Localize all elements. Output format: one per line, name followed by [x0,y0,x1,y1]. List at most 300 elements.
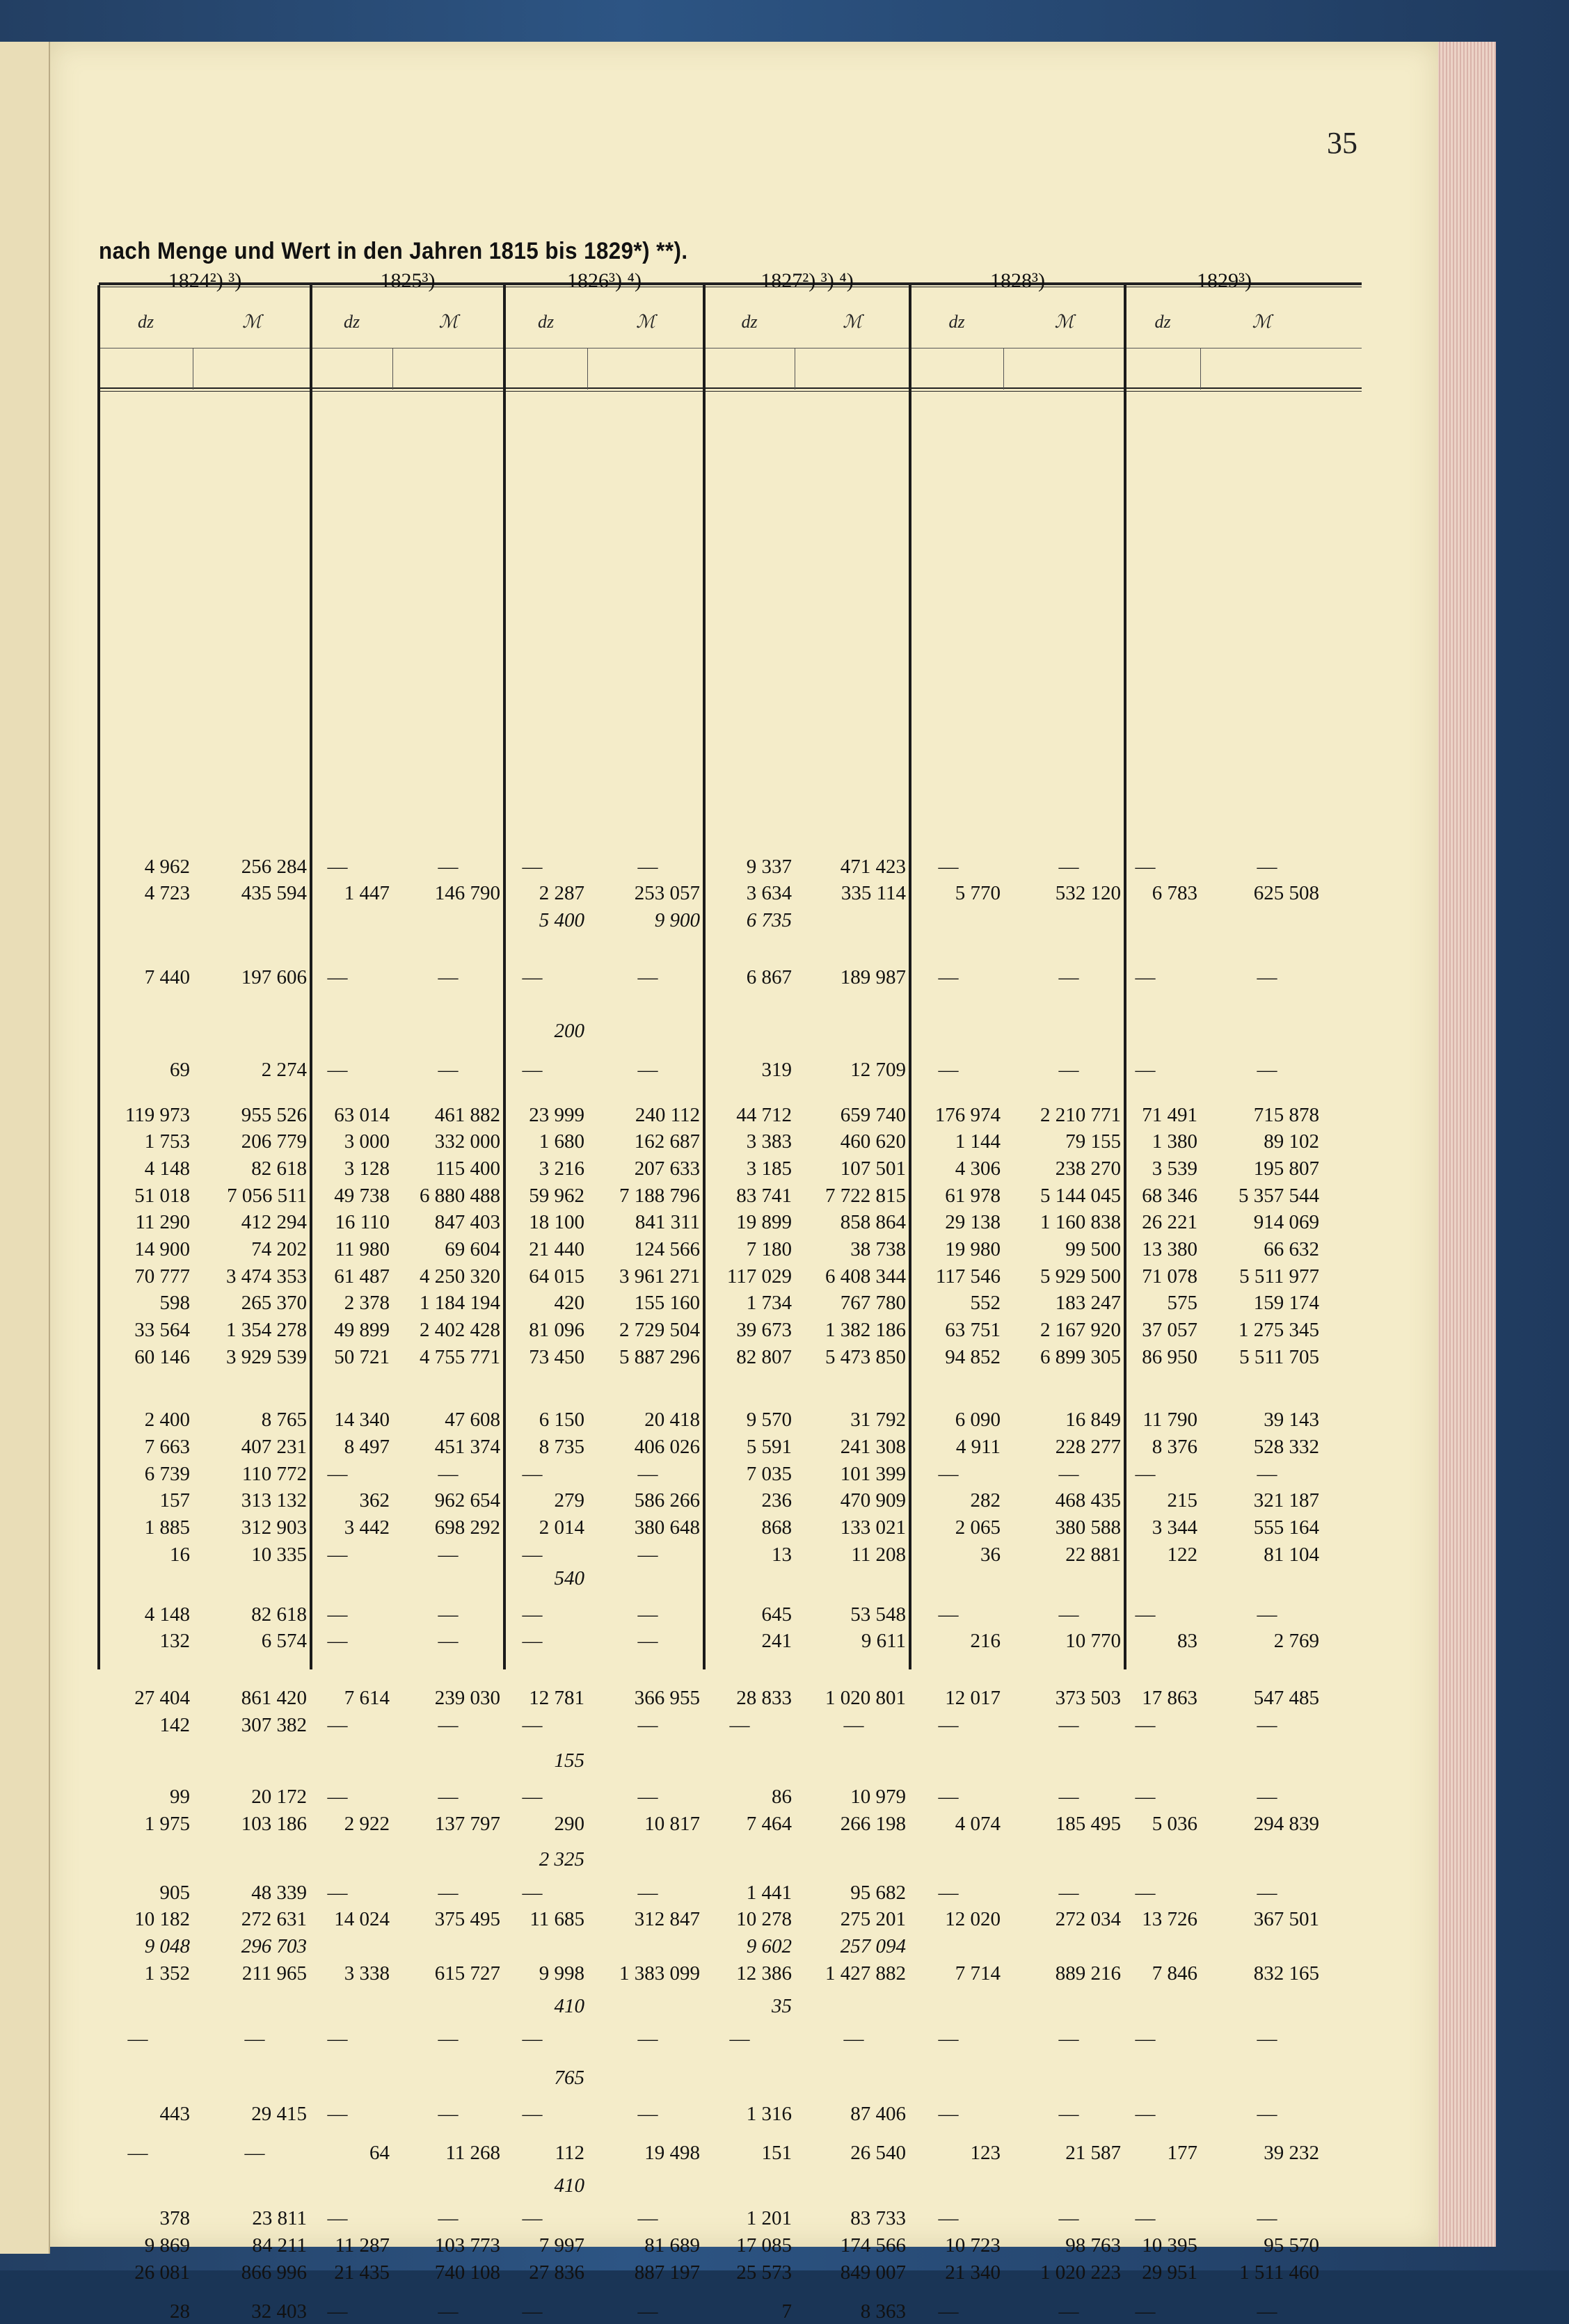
table-cell: 19 899 [736,1211,792,1234]
table-cell: — [438,1785,459,1808]
table-cell: 532 120 [1055,882,1121,905]
table-cell: — [729,2028,750,2051]
table-cell: 547 485 [1253,1687,1319,1709]
table-cell: 215 [1167,1489,1197,1512]
table-cell: 37 057 [1142,1319,1197,1342]
table-cell: 132 [159,1630,190,1653]
table-cell: 39 232 [1264,2141,1319,2164]
table-cell: 63 751 [945,1319,1001,1342]
table-cell: 272 034 [1055,1908,1121,1931]
table-cell: 23 811 [252,2207,307,2230]
table-cell: 28 [170,2300,190,2323]
table-row [50,1409,1438,1432]
table-cell: 11 790 [1142,1409,1197,1432]
table-cell: — [1257,2207,1277,2230]
table-cell: — [1257,1881,1277,1904]
table-cell: — [1135,2102,1156,2125]
table-row [50,1157,1438,1181]
table-cell: 123 [970,2141,1001,2164]
table-cell: 98 763 [1065,2234,1121,2257]
table-cell: 5 929 500 [1040,1265,1121,1288]
table-cell: 715 878 [1253,1103,1319,1126]
table-cell: — [1257,965,1277,988]
table-cell: 38 738 [850,1238,906,1260]
table-cell: 28 833 [736,1687,792,1709]
table-row [50,1516,1438,1540]
table-cell: 420 [554,1292,584,1315]
table-cell: — [327,2300,348,2323]
table-cell: 6 867 [746,965,792,988]
table-cell: — [637,1603,658,1626]
table-cell: 2 378 [344,1292,390,1315]
table-cell: 157 [159,1489,190,1512]
table-cell: 575 [1167,1292,1197,1315]
table-cell: 11 268 [445,2141,500,2164]
table-cell: 410 [554,2174,584,2197]
table-cell: 14 024 [334,1908,390,1931]
table-cell: — [637,1630,658,1653]
table-cell: 117 029 [726,1265,792,1288]
table-row [50,1813,1438,1836]
table-cell: — [843,2028,864,2051]
table-cell: 8 363 [860,2300,906,2323]
table-cell: 253 057 [634,882,700,905]
table-cell: 21 587 [1065,2141,1121,2164]
table-cell: 19 498 [644,2141,700,2164]
table-cell: 47 608 [445,1409,500,1432]
table-cell: 6 574 [261,1630,307,1653]
table-cell: — [637,1462,658,1485]
table-cell: — [522,2207,543,2230]
table-cell: 279 [554,1489,584,1512]
table-cell: 162 687 [634,1130,700,1153]
table-cell: 5 511 977 [1239,1265,1319,1288]
table-cell: 133 021 [840,1516,906,1539]
table-cell: 866 996 [241,2261,307,2284]
table-cell: 228 277 [1055,1435,1121,1458]
table-cell: 4 148 [144,1157,190,1180]
year-header: 1825³) [380,269,436,292]
table-cell: 146 790 [434,882,500,905]
table-cell: 861 420 [241,1687,307,1709]
table-cell: 29 138 [945,1211,1001,1234]
table-cell: — [438,2300,459,2323]
table-cell: 9 570 [746,1409,792,1432]
table-row [50,1104,1438,1128]
table-cell: 4 074 [955,1812,1001,1835]
table-cell: 375 495 [434,1908,500,1931]
table-cell: 1 383 099 [619,1962,700,1985]
table-cell: 4 306 [955,1157,1001,1180]
table-cell: — [522,1059,543,1081]
table-cell: 107 501 [840,1157,906,1180]
correction-row [50,1995,1438,2019]
table-cell: 3 474 353 [226,1265,307,1288]
table-cell: 82 618 [251,1603,307,1626]
table-cell: 8 765 [261,1409,307,1432]
table-cell: 7 614 [344,1687,390,1709]
table-cell: — [637,1881,658,1904]
table-cell: 266 198 [840,1812,906,1835]
table-cell: 6 899 305 [1040,1345,1121,1368]
table-cell: — [938,2028,959,2051]
table-cell: 555 164 [1253,1516,1319,1539]
table-cell: 8 735 [539,1435,584,1458]
table-cell: — [438,1713,459,1736]
table-cell: 16 110 [335,1211,390,1234]
table-cell: 16 849 [1065,1409,1121,1432]
correction-row [50,2174,1438,2198]
table-cell: 4 755 771 [420,1345,500,1368]
table-cell: 1 447 [344,882,390,905]
table-cell: 645 [761,1603,792,1626]
table-cell: 155 [554,1749,584,1772]
table-cell: 282 [970,1489,1001,1512]
book-page [50,42,1438,2323]
table-cell: 174 566 [840,2234,906,2257]
table-cell: 86 [772,1785,792,1808]
table-cell: 94 852 [945,1345,1001,1368]
table-cell: — [637,1059,658,1081]
table-cell: 10 395 [1142,2234,1197,2257]
table-cell: 211 965 [241,1962,307,1985]
table-cell: 117 546 [935,1265,1001,1288]
table-cell: — [438,2028,459,2051]
table-cell: — [938,1059,959,1081]
table-cell: — [327,1881,348,1904]
table-cell: 7 180 [746,1238,792,1260]
table-cell: 1 354 278 [226,1319,307,1342]
table-cell: 22 881 [1065,1543,1121,1566]
table-cell: 3 539 [1152,1157,1197,1180]
table-cell: 11 980 [335,1238,390,1260]
table-row [50,1962,1438,1986]
table-cell: 69 604 [445,1238,500,1260]
table-cell: 3 929 539 [226,1345,307,1368]
table-cell: 2 769 [1273,1630,1319,1653]
table-cell: 410 [554,1994,584,2017]
table-cell: 406 026 [634,1435,700,1458]
table-cell: 36 [980,1543,1001,1566]
table-row [50,1603,1438,1627]
table-cell: 155 160 [634,1292,700,1315]
table-cell: 468 435 [1055,1489,1121,1512]
table-cell: 849 007 [840,2261,906,2284]
table-cell: 552 [970,1292,1001,1315]
table-cell: 35 [772,1994,792,2017]
table-cell: 68 346 [1142,1184,1197,1207]
table-cell: 3 000 [344,1130,390,1153]
table-cell: 767 780 [840,1292,906,1315]
table-cell: 216 [970,1630,1001,1653]
table-cell: 2 729 504 [619,1319,700,1342]
table-cell: 10 723 [945,2234,1001,2257]
table-cell: 79 155 [1065,1130,1121,1153]
table-cell: — [327,1630,348,1653]
correction-row [50,1935,1438,1959]
table-cell: 5 591 [746,1435,792,1458]
table-cell: — [1257,1785,1277,1808]
table-cell: 8 497 [344,1435,390,1458]
table-cell: — [1058,855,1079,878]
table-cell: — [1257,1603,1277,1626]
table-row [50,1238,1438,1262]
table-row [50,966,1438,990]
unit-dz: dz [137,312,154,332]
table-row [50,1489,1438,1513]
table-cell: 12 020 [945,1908,1001,1931]
table-cell: 3 442 [344,1516,390,1539]
table-cell: — [438,1603,459,1626]
table-cell: 21 340 [945,2261,1001,2284]
table-cell: 540 [554,1567,584,1589]
table-cell: 44 712 [736,1103,792,1126]
table-cell: 889 216 [1055,1962,1121,1985]
table-cell: 296 703 [241,1934,307,1957]
table-cell: — [938,965,959,988]
table-cell: — [244,2028,265,2051]
table-cell: 12 781 [529,1687,584,1709]
table-cell: — [1135,2028,1156,2051]
table-cell: 124 566 [634,1238,700,1260]
table-cell: 471 423 [840,855,906,878]
table-cell: 380 588 [1055,1516,1121,1539]
table-cell: 10 278 [736,1908,792,1931]
table-cell: 89 102 [1264,1130,1319,1153]
table-cell: 122 [1167,1543,1197,1566]
table-cell: 73 450 [529,1345,584,1368]
table-row [50,1630,1438,1653]
table-cell: 99 500 [1065,1238,1121,1260]
table-cell: 461 882 [434,1103,500,1126]
table-row [50,1319,1438,1343]
table-cell: 66 632 [1264,1238,1319,1260]
table-cell: 14 900 [134,1238,190,1260]
table-cell: — [522,855,543,878]
left-page-edge [0,42,50,2254]
table-cell: 84 211 [252,2234,307,2257]
table-cell: 7 440 [144,965,190,988]
year-header: 1829³) [1197,269,1252,292]
table-cell: 3 961 271 [619,1265,700,1288]
table-cell: — [1058,1785,1079,1808]
table-row [50,2028,1438,2051]
table-cell: 8 376 [1152,1435,1197,1458]
table-cell: — [327,1059,348,1081]
year-header: 1824²) ³) [168,269,242,292]
table-cell: 615 727 [434,1962,500,1985]
table-cell: — [938,855,959,878]
table-cell: 21 435 [334,2261,390,2284]
table-row [50,1687,1438,1710]
table-cell: 2 325 [539,1848,584,1871]
table-cell: 82 618 [251,1157,307,1180]
table-cell: 256 284 [241,855,307,878]
table-cell: 10 182 [134,1908,190,1931]
table-cell: 290 [554,1812,584,1835]
table-cell: 183 247 [1055,1292,1121,1315]
unit-dz: dz [1154,312,1171,332]
table-cell: — [1058,2102,1079,2125]
table-cell: — [522,1785,543,1808]
unit-mark: ℳ [1054,312,1074,332]
table-cell: 49 738 [334,1184,390,1207]
table-cell: 177 [1167,2141,1197,2164]
table-cell: 362 [359,1489,390,1512]
table-row [50,1130,1438,1154]
table-cell: 151 [761,2141,792,2164]
table-cell: 9 337 [746,855,792,878]
table-cell: 3 128 [344,1157,390,1180]
table-cell: — [637,855,658,878]
table-cell: 2 210 771 [1040,1103,1121,1126]
table-cell: 110 772 [241,1462,307,1485]
table-row [50,1265,1438,1289]
table-cell: 13 726 [1142,1908,1197,1931]
table-cell: 443 [159,2102,190,2125]
table-cell: 61 487 [334,1265,390,1288]
unit-mark: ℳ [636,312,655,332]
table-cell: — [522,1630,543,1653]
table-cell: 6 783 [1152,882,1197,905]
table-cell: 6 739 [144,1462,190,1485]
table-cell: 257 094 [840,1934,906,1957]
table-cell: — [1135,2207,1156,2230]
table-cell: 373 503 [1055,1687,1121,1709]
table-cell: 83 733 [850,2207,906,2230]
table-cell: 206 779 [241,1130,307,1153]
page-title: nach Menge und Wert in den Jahren 1815 bis 1829*) **). [99,238,688,264]
table-cell: 31 792 [850,1409,906,1432]
table-cell: 1 316 [746,2102,792,2125]
table-cell: — [327,1713,348,1736]
table-cell: 63 014 [334,1103,390,1126]
table-body [50,42,1438,2323]
table-cell: 137 797 [434,1812,500,1835]
table-cell: 11 287 [335,2234,390,2257]
table-cell: — [438,2207,459,2230]
table-cell: — [1135,1713,1156,1736]
table-cell: 2 400 [144,1409,190,1432]
table-cell: 841 311 [635,1211,700,1234]
unit-mark: ℳ [1252,312,1272,332]
table-cell: — [438,965,459,988]
table-cell: — [327,855,348,878]
unit-mark: ℳ [843,312,862,332]
table-cell: 962 654 [434,1489,500,1512]
table-cell: 272 631 [241,1908,307,1931]
table-cell: 3 634 [746,882,792,905]
table-cell: 103 773 [434,2234,500,2257]
table-cell: 470 909 [840,1489,906,1512]
table-cell: 1 680 [539,1130,584,1153]
table-cell: 2 274 [261,1059,307,1081]
table-cell: 12 386 [736,1962,792,1985]
table-cell: 367 501 [1253,1908,1319,1931]
table-cell: — [637,2028,658,2051]
correction-row [50,1020,1438,1043]
table-cell: 238 270 [1055,1157,1121,1180]
table-cell: 7 188 796 [619,1184,700,1207]
table-row [50,1436,1438,1459]
table-row [50,1185,1438,1208]
table-cell: 11 685 [529,1908,584,1931]
table-cell: 312 847 [634,1908,700,1931]
correction-row [50,1567,1438,1591]
table-cell: — [438,1059,459,1081]
table-cell: 5 036 [1152,1812,1197,1835]
table-cell: — [1135,1462,1156,1485]
table-cell: — [327,1785,348,1808]
table-row [50,1908,1438,1932]
table-cell: 955 526 [241,1103,307,1126]
table-cell: 115 400 [435,1157,500,1180]
table-cell: — [1058,2300,1079,2323]
table-row [50,2103,1438,2126]
table-cell: 9 869 [144,2234,190,2257]
table-cell: 1 144 [955,1130,1001,1153]
table-row [50,1786,1438,1809]
table-cell: 70 777 [134,1265,190,1288]
table-cell: — [127,2028,148,2051]
table-cell: 2 402 428 [420,1319,500,1342]
table-cell: 586 266 [634,1489,700,1512]
table-cell: 27 836 [529,2261,584,2284]
table-cell: 265 370 [241,1292,307,1315]
table-cell: — [244,2141,265,2164]
page-number: 35 [1327,126,1357,160]
table-cell: 10 335 [251,1543,307,1566]
table-cell: 39 143 [1264,1409,1319,1432]
table-cell: 659 740 [840,1103,906,1126]
correction-row [50,2067,1438,2090]
table-row [50,2142,1438,2165]
table-cell: — [729,1713,750,1736]
table-cell: 99 [170,1785,190,1808]
table-cell: — [1257,1462,1277,1485]
table-cell: 332 000 [434,1130,500,1153]
table-cell: 3 216 [539,1157,584,1180]
table-cell: 11 208 [851,1543,906,1566]
table-cell: 451 374 [434,1435,500,1458]
table-cell: 61 978 [945,1184,1001,1207]
table-cell: 1 201 [746,2207,792,2230]
table-cell: 832 165 [1253,1962,1319,1985]
table-cell: — [637,2102,658,2125]
table-cell: — [438,1630,459,1653]
table-cell: 6 090 [955,1409,1001,1432]
table-row [50,1463,1438,1486]
year-header: 1826³) ⁴) [567,269,642,292]
table-cell: — [522,1462,543,1485]
table-cell: — [1135,1059,1156,1081]
table-cell: 528 332 [1253,1435,1319,1458]
table-row [50,1292,1438,1315]
table-cell: 23 999 [529,1103,584,1126]
table-cell: 20 418 [644,1409,700,1432]
table-cell: 321 187 [1253,1489,1319,1512]
table-cell: — [1058,1713,1079,1736]
table-cell: 765 [554,2067,584,2090]
table-cell: — [637,1543,658,1566]
table-cell: 9 048 [144,1934,190,1957]
table-cell: 698 292 [434,1516,500,1539]
table-cell: 240 112 [635,1103,700,1126]
table-row [50,856,1438,879]
table-cell: — [1257,2102,1277,2125]
table-cell: — [438,1462,459,1485]
table-cell: — [327,2102,348,2125]
